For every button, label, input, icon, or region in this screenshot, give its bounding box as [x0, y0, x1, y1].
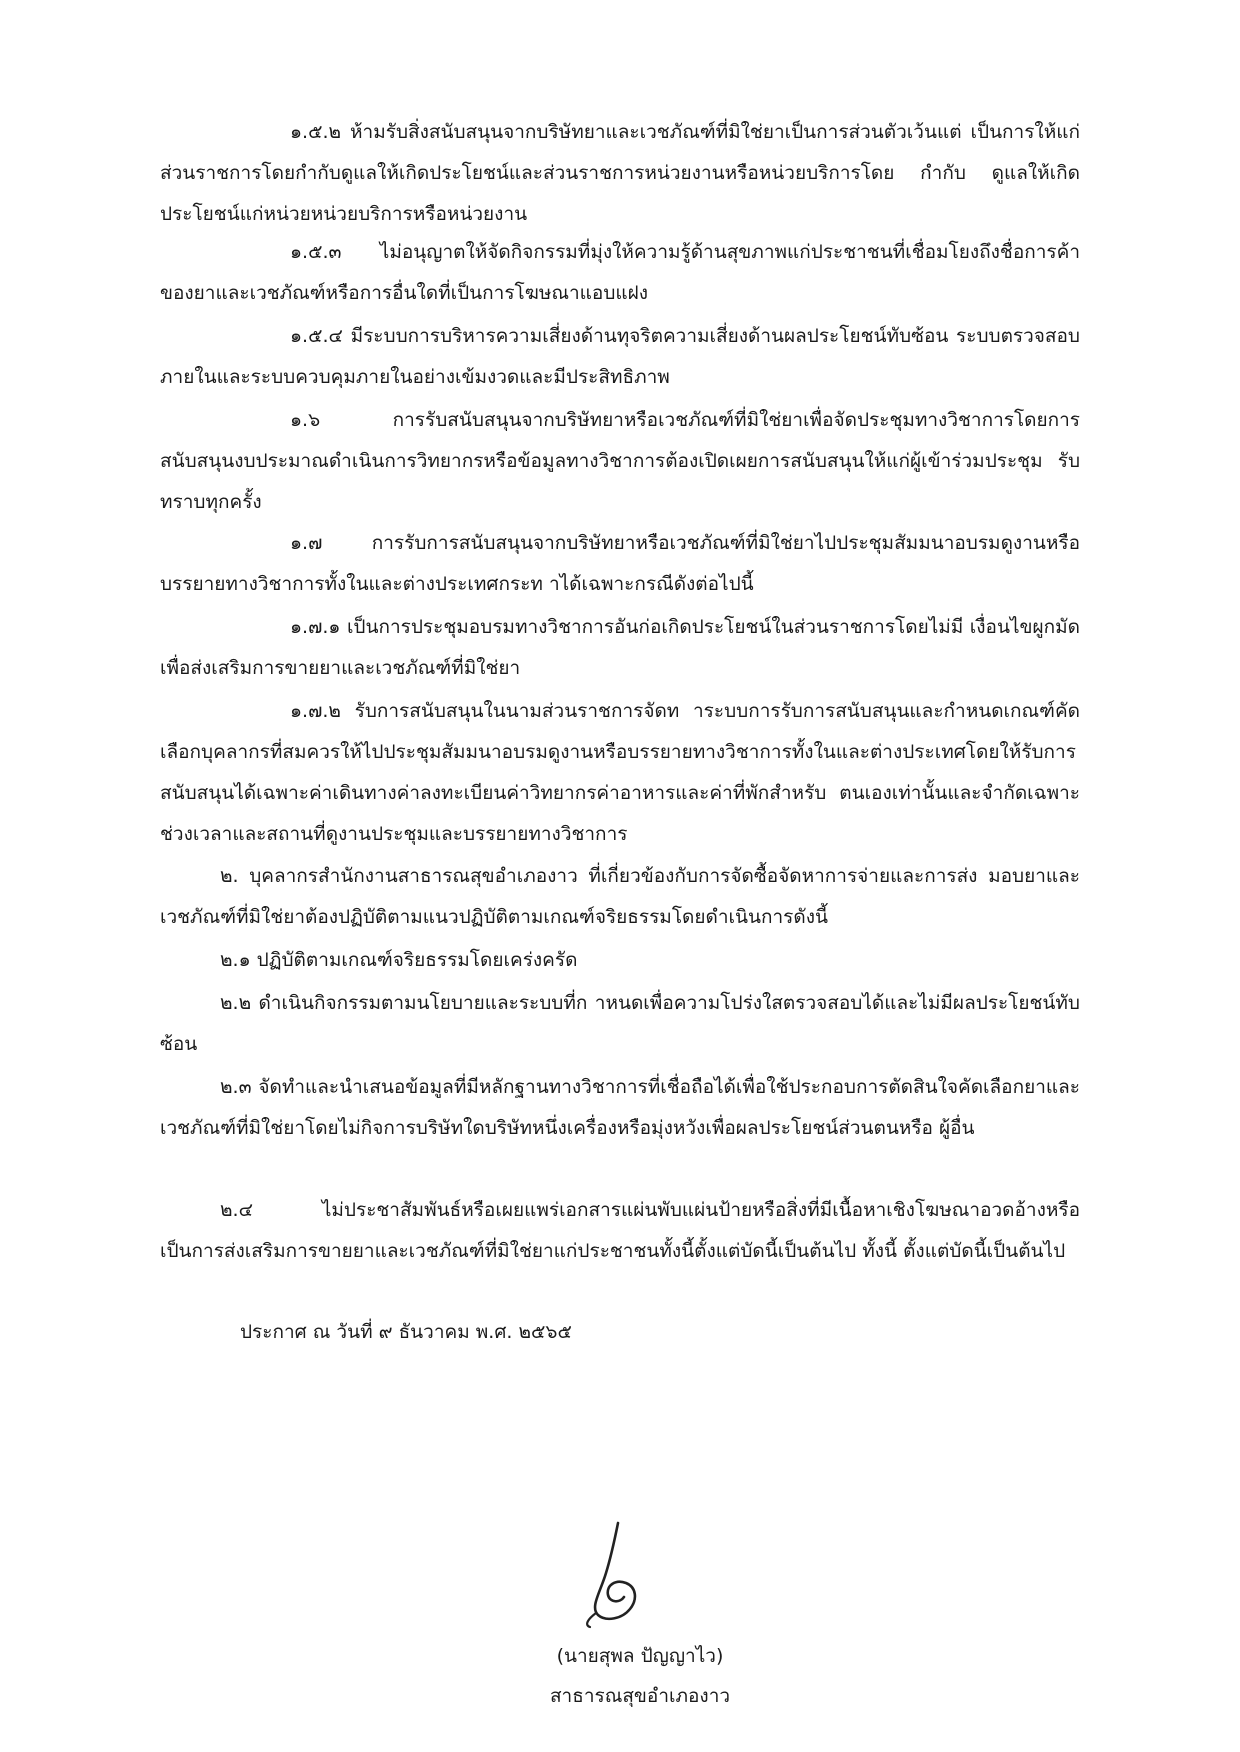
paragraph-2-1: ๒.๑ ปฏิบัติตามเกณฑ์จริยธรรมโดยเคร่งครัด	[220, 949, 578, 971]
paragraph-2-2: ๒.๒ ดำเนินกิจกรรมตามนโยบายและระบบที่ก าหนดเพื่อความโปร่งใสตรวจสอบได้และไม่มีผลประโยชน์ทับซ้อน	[160, 992, 1080, 1055]
announcement-date: ประกาศ ณ วันที่ ๙ ธันวาคม พ.ศ. ๒๕๖๕	[240, 1321, 572, 1343]
paragraph-1-6: ๑.๖ การรับสนับสนุนจากบริษัทยาหรือเวชภัณฑ์ที่มิใช่ยาเพื่อจัดประชุมทางวิชาการโดยการสนับสนุนงบประมาณดำเนินการวิทยากรหรือข้อมูลทางวิชาการต้องเปิดเผยการสนับสนุนให้แก่ผู้เข้าร่วมประชุม รับทราบทุกครั้ง	[160, 409, 1080, 513]
paragraph-2-3: ๒.๓ จัดทำและนำเสนอข้อมูลที่มีหลักฐานทางวิชาการที่เชื่อถือได้เพื่อใช้ประกอบการตัดสินใจคัดเลือกยาและเวชภัณฑ์ที่มิใช่ยาโดยไม่กิจการบริษัทใดบริษัทหนึ่งเครื่องหรือมุ่งหวังเพื่อผลประโยชน์ส่วนตนหรือ ผู้อื่น	[160, 1076, 1080, 1139]
signer-name: (นายสุพล ปัญญาไว)	[556, 1645, 724, 1667]
paragraph-2: ๒. บุคลากรสำนักงานสาธารณสุขอำเภองาว ที่เกี่ยวข้องกับการจัดซื้อจัดหาการจ่ายและการส่ง มอบยาและเวชภัณฑ์ที่มิใช่ยาต้องปฏิบัติตามแนวปฏิบัติตามเกณฑ์จริยธรรมโดยดำเนินการดังนี้	[160, 865, 1080, 928]
paragraph-1-7-2: ๑.๗.๒ รับการสนับสนุนในนามส่วนราชการจัดท าระบบการรับการสนับสนุนและกำหนดเกณฑ์คัดเลือกบุคลากรที่สมควรให้ไปประชุมสัมมนาอบรมดูงานหรือบรรยายทางวิชาการทั้งในและต่างประเทศโดยให้รับการสนับสนุนได้เฉพาะค่าเดินทางค่าลงทะเบียนค่าวิทยากรค่าอาหารและค่าที่พักสำหรับ ตนเองเท่านั้นและจำกัดเฉพาะช่วงเวลาและสถานที่ดูงานประชุมและบรรยายทางวิชาการ	[160, 700, 1080, 845]
paragraph-2-4: ๒.๔ ไม่ประชาสัมพันธ์หรือเผยแพร่เอกสารแผ่นพับแผ่นป้ายหรือสิ่งที่มีเนื้อหาเชิงโฆษณาอวดอ้างหรือเป็นการส่งเสริมการขายยาและเวชภัณฑ์ที่มิใช่ยาแก่ประชาชนทั้งนี้ตั้งแต่บัดนี้เป็นต้นไป ทั้งนี้ ตั้งแต่บัดนี้เป็นต้นไป	[160, 1199, 1080, 1262]
paragraph-1-5-4: ๑.๕.๔ มีระบบการบริหารความเสี่ยงด้านทุจริตความเสี่ยงด้านผลประโยชน์ทับซ้อน ระบบตรวจสอบภายในและระบบควบคุมภายในอย่างเข้มงวดและมีประสิทธิภาพ	[160, 325, 1080, 388]
signer-title: สาธารณสุขอำเภองาว	[549, 1685, 731, 1707]
paragraph-1-7-1: ๑.๗.๑ เป็นการประชุมอบรมทางวิชาการอันก่อเกิดประโยชน์ในส่วนราชการโดยไม่มี เงื่อนไขผูกมัดเพื่อส่งเสริมการขายยาและเวชภัณฑ์ที่มิใช่ยา	[160, 616, 1080, 679]
paragraph-1-5-2: ๑.๕.๒ ห้ามรับสิ่งสนับสนุนจากบริษัทยาและเวชภัณฑ์ที่มิใช่ยาเป็นการส่วนตัวเว้นแต่ เป็นการให้แก่ส่วนราชการโดยกำกับดูแลให้เกิดประโยชน์และส่วนราชการหน่วยงานหรือหน่วยบริการโดย กำกับ ดูแลให้เกิดประโยชน์แก่หน่วยหน่วยบริการหรือหน่วยงาน	[160, 121, 1080, 225]
handwritten-signature-icon	[560, 1515, 680, 1630]
paragraph-1-7: ๑.๗ การรับการสนับสนุนจากบริษัทยาหรือเวชภัณฑ์ที่มิใช่ยาไปประชุมสัมมนาอบรมดูงานหรือบรรยายทางวิชาการทั้งในและต่างประเทศกระท าได้เฉพาะกรณีดังต่อไปนี้	[160, 532, 1080, 595]
paragraph-1-5-3: ๑.๕.๓ ไม่อนุญาตให้จัดกิจกรรมที่มุ่งให้ความรู้ด้านสุขภาพแก่ประชาชนที่เชื่อมโยงถึงชื่อการค้าของยาและเวชภัณฑ์หรือการอื่นใดที่เป็นการโฆษณาแอบแฝง	[160, 241, 1080, 304]
